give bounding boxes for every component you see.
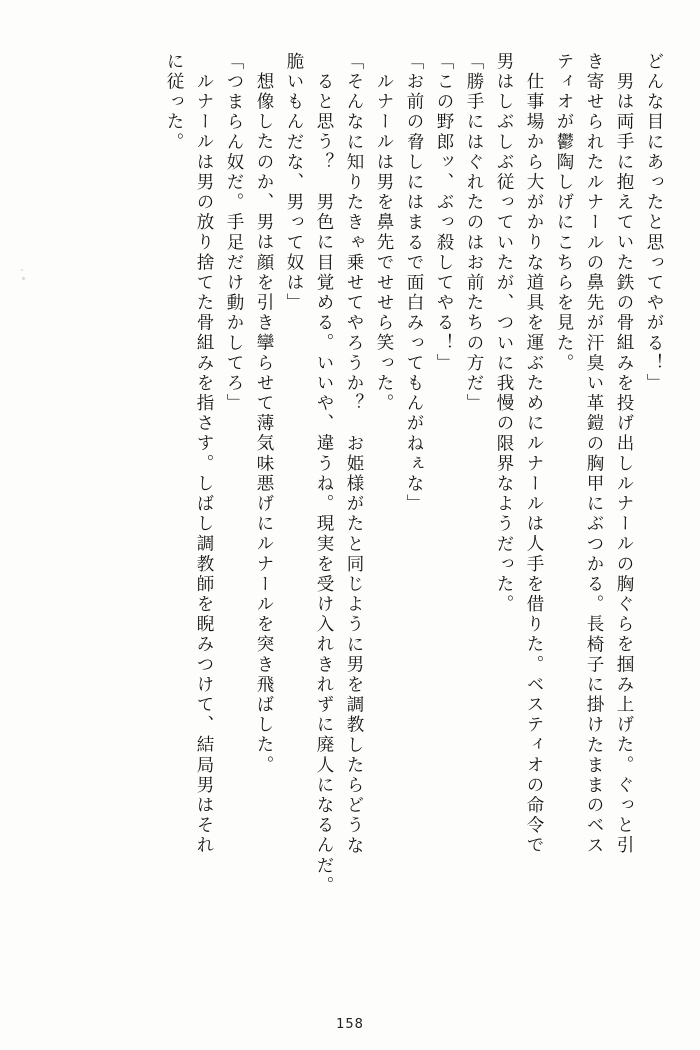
vertical-text-body	[40, 52, 662, 992]
text-line: 想像したのか、男は顔を引き攣らせて薄気味悪げにルナールを突き飛ばした。	[254, 72, 274, 776]
text-line: ティオが鬱陶しげにこちらを見た。	[554, 52, 574, 374]
text-line: き寄せられたルナールの鼻先が汗臭い革鎧の胸甲にぶつかる。長椅子に掛けたままのベス	[584, 52, 604, 856]
text-line: 「つまらん奴だ。手足だけ動かしてろ」	[224, 52, 244, 414]
text-line: どんな目にあったと思ってやがる！」	[644, 52, 664, 394]
page-number: 158	[336, 1017, 364, 1032]
text-line: 男は両手に抱えていた鉄の骨組みを投げ出しルナールの胸ぐらを掴み上げた。ぐっと引	[614, 72, 634, 856]
text-line: に従った。	[164, 52, 184, 153]
text-line: ると思う？ 男色に目覚める。いいや、違うね。現実を受け入れきれずに廃人になるんだ。	[314, 72, 334, 897]
text-line: ルナールは男の放り捨てた骨組みを指さす。しばし調教師を睨みつけて、結局男はそれ	[194, 72, 214, 856]
text-line: 脆いもんだな、男って奴は」	[284, 52, 304, 314]
text-line: 「そんなに知りたきゃ乗せてやろうか？ お姫様がたと同じように男を調教したらどうな	[344, 52, 364, 856]
paper-speck	[21, 269, 23, 271]
text-line: 仕事場から大がかりな道具を運ぶためにルナールは人手を借りた。ベスティオの命令で	[524, 72, 544, 856]
text-line: 「お前の脅しにはまるで面白みってもんがねぇな」	[404, 52, 424, 515]
text-line: 「勝手にはぐれたのはお前たちの方だ」	[464, 52, 484, 414]
text-line: 男はしぶしぶ従っていたが、ついに我慢の限界なようだった。	[494, 52, 514, 615]
paper-speck	[22, 277, 25, 280]
text-line: 「この野郎ッ、ぶっ殺してやる！」	[434, 52, 454, 374]
text-line: ルナールは男を鼻先でせせら笑った。	[374, 72, 394, 414]
